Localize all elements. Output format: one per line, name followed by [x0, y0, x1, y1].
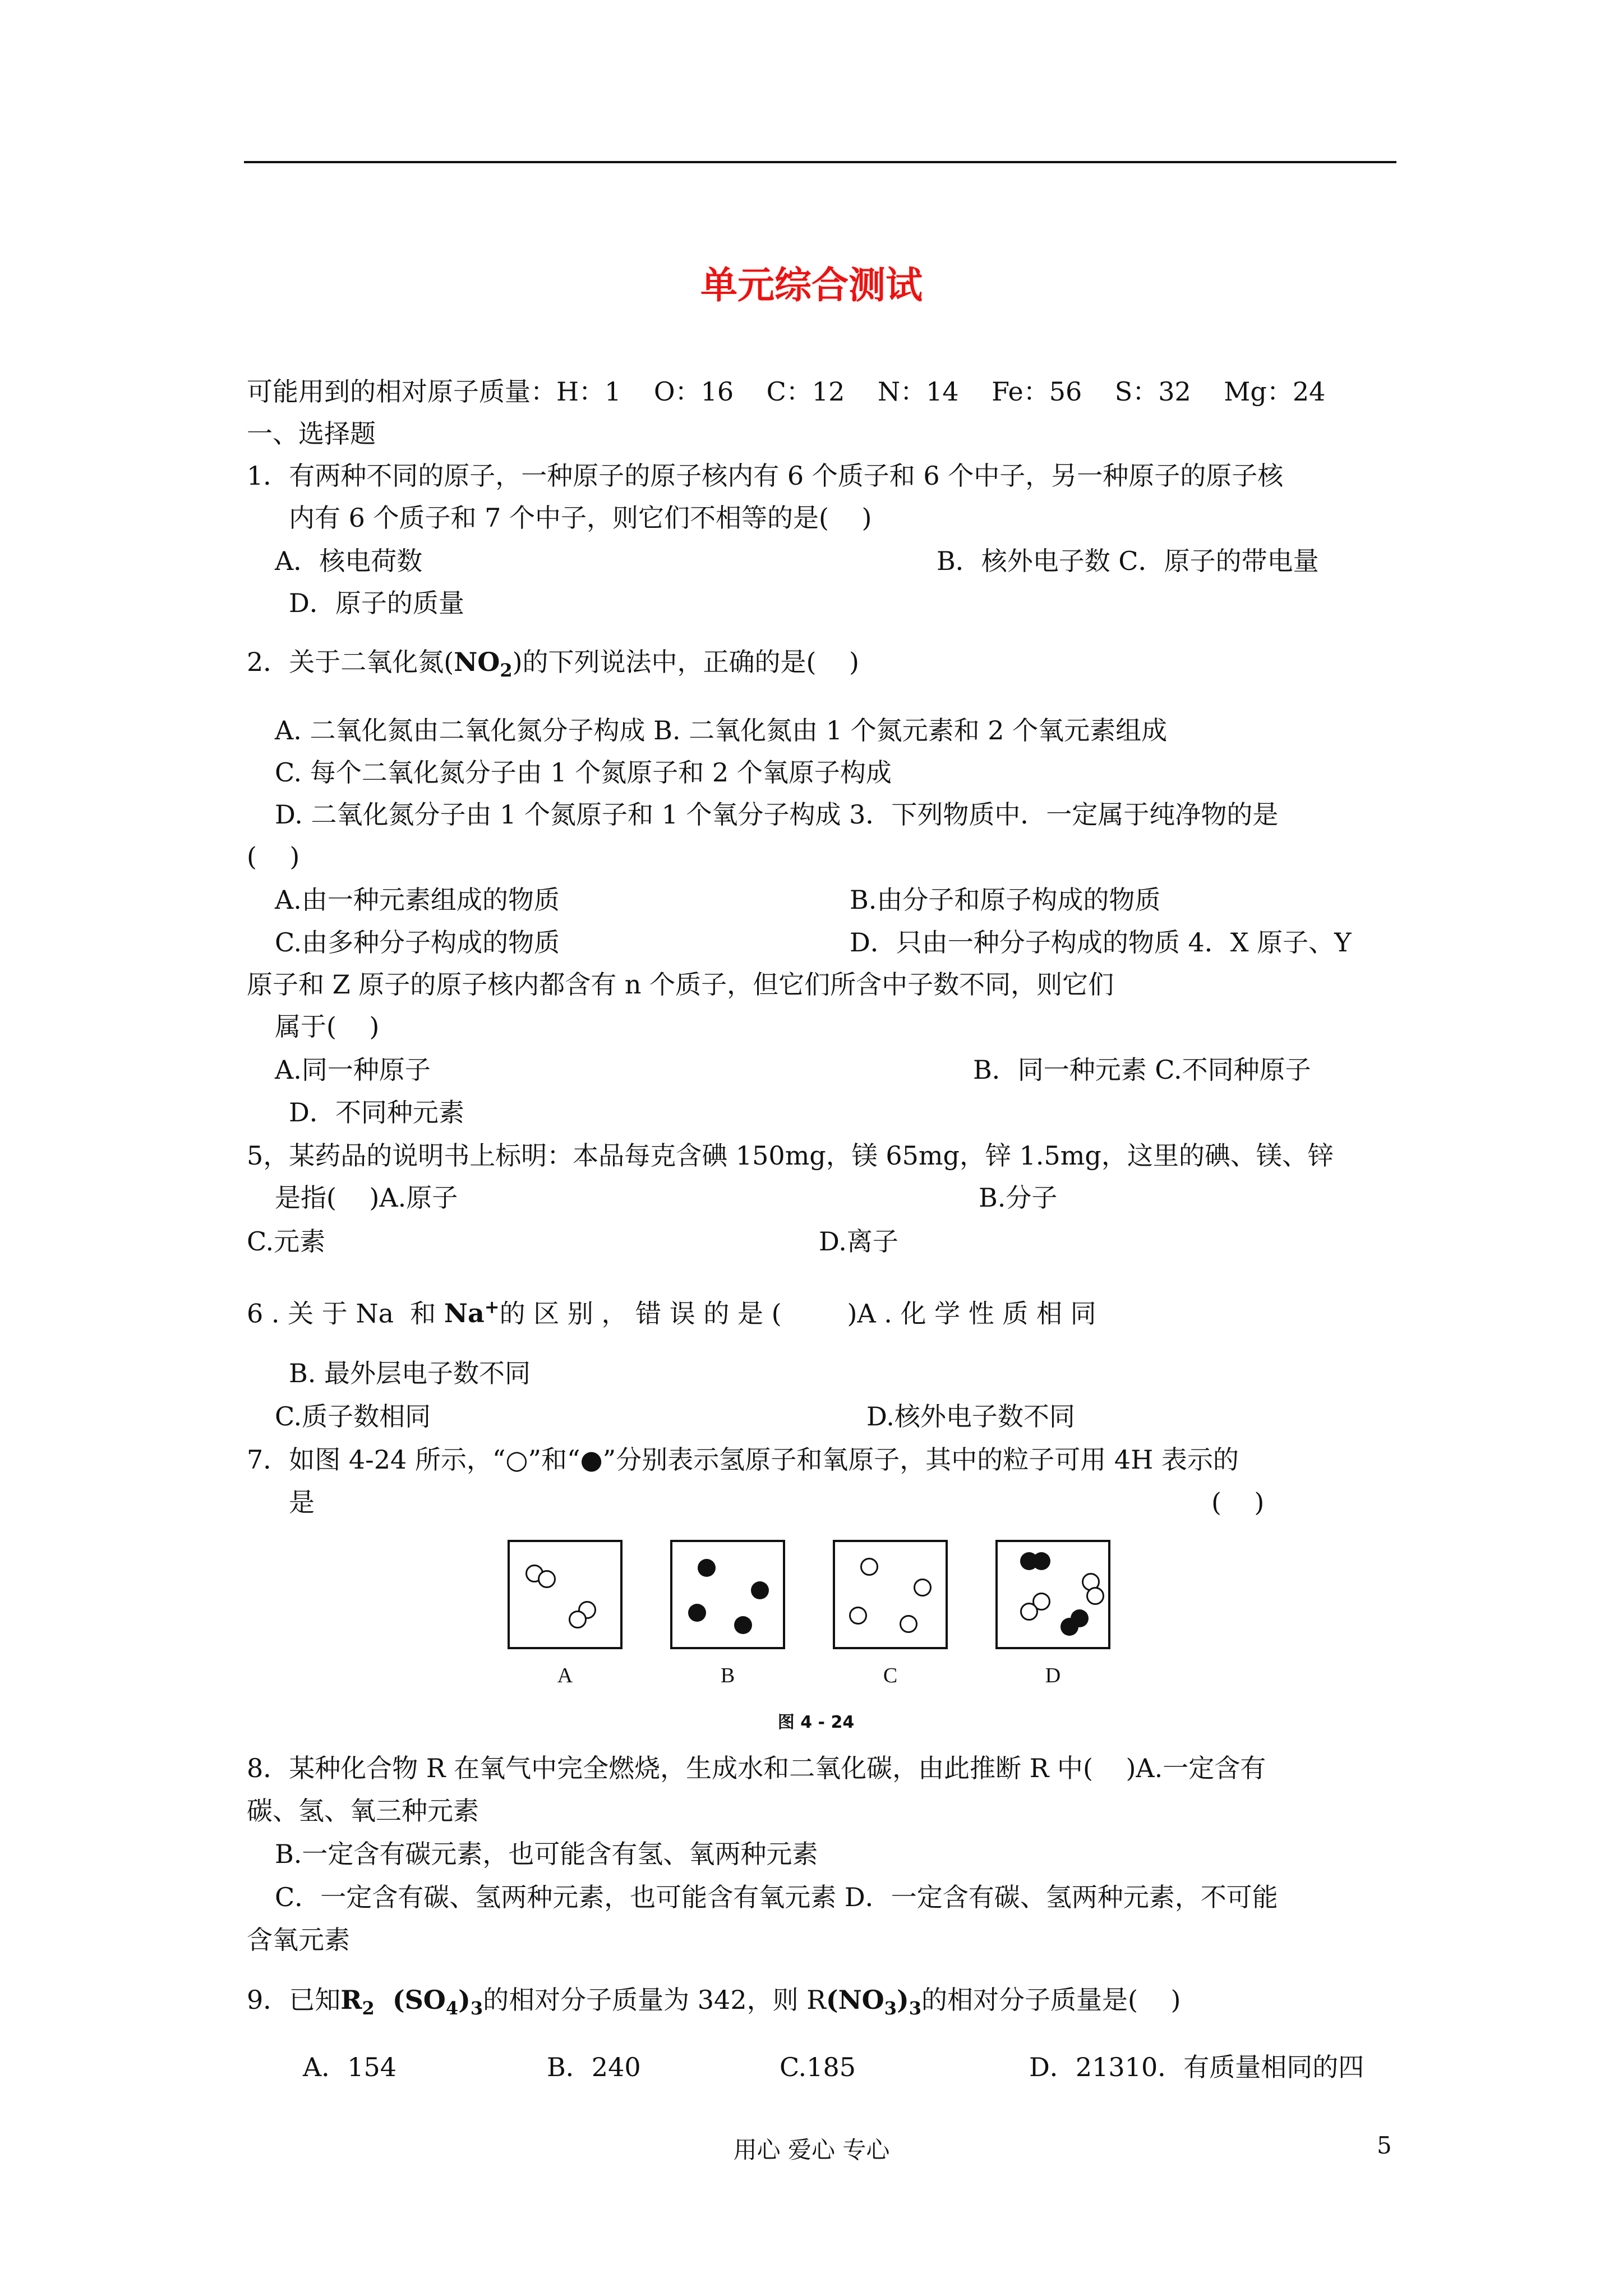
q4-line2: 属于( ) [275, 1011, 380, 1042]
hydrogen-atom-icon [849, 1607, 867, 1625]
oxygen-atom-icon [734, 1616, 752, 1634]
atomic-mass-line: 可能用到的相对原子质量：H：1 O：16 C：12 N：14 Fe：56 S：32 Mg：24 [247, 376, 1326, 407]
q1-line2: 内有 6 个质子和 7 个中子，则它们不相等的是( ) [289, 503, 872, 533]
q6-option-c: C.质子数相同 [275, 1401, 431, 1432]
q5-option-b: B.分子 [979, 1182, 1058, 1213]
q3-option-b: B.由分子和原子构成的物质 [850, 885, 1161, 915]
figure-label-b: B [720, 1664, 735, 1687]
figure-label-c: C [883, 1664, 898, 1687]
oxygen-atom-icon [1061, 1618, 1078, 1636]
figure-label-d: D [1045, 1664, 1061, 1687]
q3-option-c: C.由多种分子构成的物质 [275, 927, 560, 958]
figure-label-a: A [557, 1664, 573, 1687]
q8-option-cd: C．一定含有碳、氢两种元素，也可能含有氧元素 D．一定含有碳、氢两种元素，不可能 [275, 1882, 1278, 1912]
hydrogen-atom-icon [900, 1615, 917, 1633]
q7-line1: 7．如图 4-24 所示，“○”和“●”分别表示氢原子和氧原子，其中的粒子可用 4H 表示的 [247, 1444, 1239, 1475]
q1-option-a: A．核电荷数 [275, 546, 423, 576]
header-rule [244, 161, 1396, 163]
q2-stem: 2．关于二氧化氮$(NO_2)$的下列说法中，正确的是( ) [247, 647, 859, 682]
q6-option-b: B. 最外层电子数不同 [289, 1358, 531, 1388]
q3-option-d-q4: D．只由一种分子构成的物质 4．X 原子、Y [850, 927, 1352, 958]
q4-option-bc: B．同一种元素 C.不同种原子 [973, 1055, 1311, 1085]
q2-option-ab: A. 二氧化氮由二氧化氮分子构成 B. 二氧化氮由 1 个氮元素和 2 个氧元素组成 [275, 715, 1168, 746]
figure-box-b [670, 1540, 785, 1649]
page-title: 单元综合测试 [700, 264, 923, 307]
q9-option-d-q10: D．21310．有质量相同的四 [1029, 2052, 1364, 2082]
q9-stem: 9．已知$R_2$ $(SO_4)_3$的相对分子质量为 342，则 $R(NO_3)_3$的相对分子质量是( ) [247, 1985, 1181, 2019]
hydrogen-atom-icon [569, 1611, 587, 1628]
section-heading: 一、选择题 [247, 418, 376, 449]
page-footer: 用心 爱心 专心 [733, 2136, 890, 2164]
oxygen-atom-icon [688, 1604, 706, 1622]
q3-paren: ( ) [247, 841, 300, 872]
q4-option-d: D．不同种元素 [289, 1097, 464, 1128]
page-number: 5 [1377, 2132, 1392, 2159]
q5-line2: 是指( )A.原子 [275, 1182, 458, 1213]
q6-stem: 6 . 关 于 Na 和 Na+的 区 别 ， 错 误 的 是 ( )A . 化 学 性 质 相 同 [247, 1296, 1096, 1329]
q8-line1: 8．某种化合物 R 在氧气中完全燃烧，生成水和二氧化碳，由此推断 R 中( )A.一定含有 [247, 1753, 1266, 1783]
q7-line2: 是 [289, 1487, 315, 1517]
figure-4-24 [494, 1540, 1138, 1732]
q4-option-a: A.同一种原子 [275, 1055, 431, 1085]
q8-line2: 碳、氢、氧三种元素 [247, 1796, 479, 1826]
figure-box-c [833, 1540, 948, 1649]
q9-option-b: B．240 [547, 2052, 641, 2082]
q7-paren: ( ) [1211, 1487, 1265, 1517]
oxygen-atom-icon [1032, 1552, 1050, 1570]
q6-option-d: D.核外电子数不同 [866, 1401, 1075, 1432]
hydrogen-atom-icon [914, 1579, 932, 1596]
q1-option-bc: B．核外电子数 C．原子的带电量 [937, 546, 1319, 576]
q5-option-c: C.元素 [247, 1226, 326, 1257]
figure-caption: 图 4 - 24 [777, 1713, 855, 1732]
figure-box-d [995, 1540, 1110, 1649]
q2-option-c: C. 每个二氧化氮分子由 1 个氮原子和 2 个氧原子构成 [275, 757, 892, 788]
q3-option-a: A.由一种元素组成的物质 [275, 885, 560, 915]
q5-option-d: D.离子 [819, 1226, 898, 1257]
q4-line1: 原子和 Z 原子的原子核内都含有 n 个质子，但它们所含中子数不同，则它们 [247, 969, 1114, 1000]
q1-line1: 1．有两种不同的原子，一种原子的原子核内有 6 个质子和 6 个中子，另一种原子的原子核 [247, 461, 1284, 491]
q5-line1: 5，某药品的说明书上标明：本品每克含碘 150mg，镁 65mg，锌 1.5mg，这里的碘、镁、锌 [247, 1140, 1334, 1171]
figure-box-a [508, 1540, 623, 1649]
q2-option-d-q3: D. 二氧化氮分子由 1 个氮原子和 1 个氧分子构成 3．下列物质中．一定属于纯净物的是 [275, 799, 1279, 830]
q9-option-c: C.185 [780, 2052, 856, 2082]
hydrogen-atom-icon [1020, 1603, 1038, 1621]
oxygen-atom-icon [751, 1581, 769, 1599]
q8-option-d-end: 含氧元素 [247, 1925, 350, 1955]
hydrogen-atom-icon [860, 1558, 878, 1576]
q8-option-b: B.一定含有碳元素，也可能含有氢、氧两种元素 [275, 1839, 818, 1869]
oxygen-atom-icon [698, 1559, 716, 1577]
q9-option-a: A．154 [303, 2052, 397, 2082]
hydrogen-atom-icon [1086, 1587, 1104, 1605]
hydrogen-atom-icon [538, 1570, 556, 1588]
q1-option-d: D．原子的质量 [289, 588, 464, 618]
